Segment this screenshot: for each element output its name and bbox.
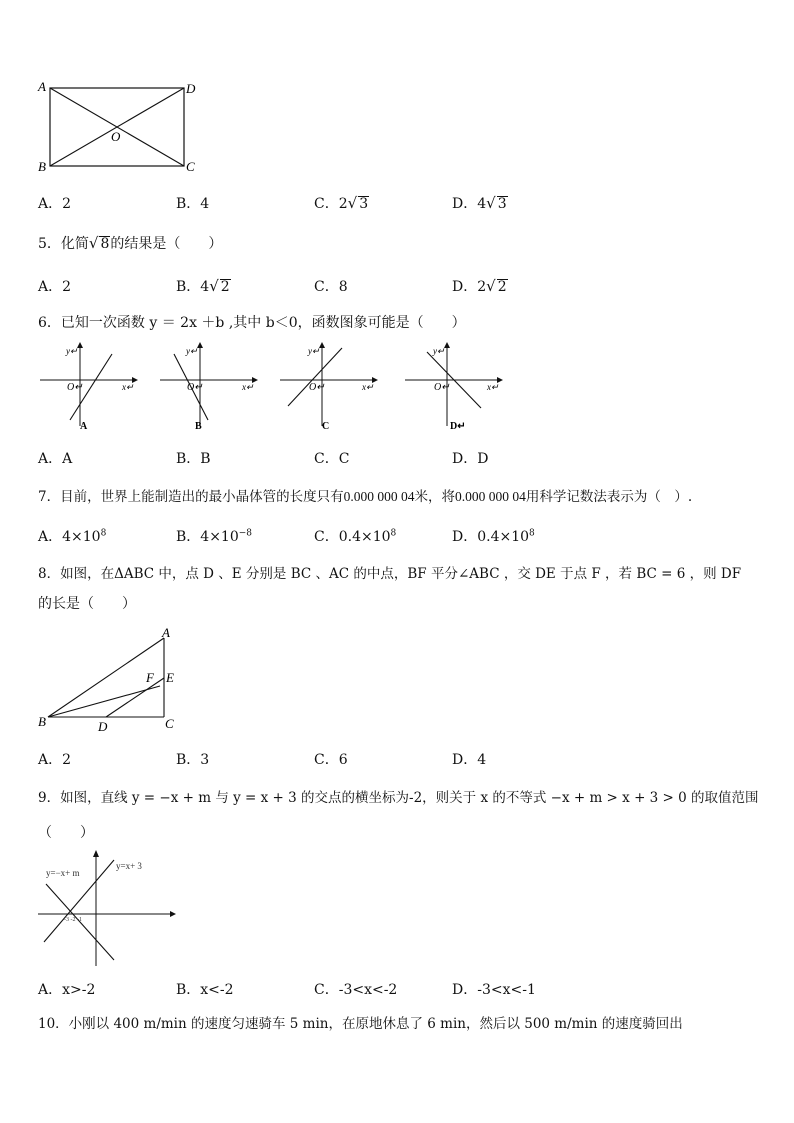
q6-graph-b	[160, 340, 260, 432]
q6-option-a: A．A	[38, 451, 73, 467]
q4-option-a: A．2	[38, 196, 72, 212]
q8-option-b: B．3	[176, 752, 210, 768]
svg-text:O↵: O↵	[434, 382, 450, 393]
svg-text:x↵: x↵	[242, 382, 254, 392]
svg-text:y↵: y↵	[186, 346, 198, 356]
q7-option-c: C．$0.4\times 10^8$	[314, 528, 397, 545]
q5-option-c: C．8	[314, 279, 348, 295]
svg-text:D↵: D↵	[450, 421, 466, 432]
q4-option-d: D．4√ 3	[452, 194, 507, 212]
q9-lines-figure	[34, 848, 184, 968]
q6-option-c: C．C	[314, 451, 350, 467]
q8-triangle-figure	[34, 624, 194, 736]
svg-text:-3 -2 -1: -3 -2 -1	[64, 917, 82, 923]
q4-option-b: B．4	[176, 196, 210, 212]
svg-text:O↵: O↵	[309, 382, 325, 393]
q5-option-d: D．2√ 2	[452, 277, 507, 295]
q8-option-d: D．4	[452, 752, 487, 768]
q10-stem: 10．小刚以 400 m/min 的速度匀速骑车 5 min，在原地休息了 6 min，然后以 500 m/min 的速度骑回出	[38, 1016, 683, 1032]
svg-text:A: A	[162, 625, 170, 640]
q6-option-b: B．B	[176, 451, 211, 467]
q6-stem: 6．已知一次函数 y ＝ 2x ＋b ,其中 b＜0，函数图象可能是（ ）	[38, 315, 466, 331]
q8-option-a: A．2	[38, 752, 72, 768]
q6-graph-c	[280, 340, 380, 432]
svg-text:A: A	[80, 421, 88, 432]
q9-stem-line1: 9．如图，直线 y = −x + m 与 y = x + 3 的交点的横坐标为-2，则关于 x 的不等式 −x + m > x + 3 > 0 的取值范围	[38, 790, 759, 806]
q8-stem-line1: 8．如图，在ΔABC 中，点 D 、E 分别是 BC 、AC 的中点，BF 平分∠ABC ，交 DE 于点 F ，若 BC = 6 ，则 DF	[38, 566, 742, 582]
q7-option-a: A．$4\times 10^8$	[38, 528, 107, 545]
svg-text:O↵: O↵	[67, 382, 83, 393]
svg-text:C: C	[165, 716, 174, 731]
q6-graph-d	[405, 340, 505, 432]
label-o: O	[111, 129, 121, 144]
q9-option-b: B．x<-2	[176, 982, 234, 998]
svg-text:y↵: y↵	[433, 346, 445, 356]
q5-option-b: B．4√ 2	[176, 277, 230, 295]
q6-graph-a	[40, 340, 140, 432]
svg-text:E: E	[166, 670, 174, 685]
svg-text:x↵: x↵	[122, 382, 134, 392]
svg-text:D: D	[98, 719, 108, 734]
svg-text:B: B	[195, 421, 202, 432]
svg-text:F: F	[146, 670, 154, 685]
q9-option-d: D．-3<x<-1	[452, 982, 536, 998]
svg-text:y=x+ 3: y=x+ 3	[116, 861, 142, 871]
q7-stem: 7．目前，世界上能制造出的最小晶体管的长度只有0.000 000 04米，将0.000 000 04用科学记数法表示为（ ）.	[38, 489, 693, 505]
svg-text:B: B	[38, 714, 46, 729]
svg-text:x↵: x↵	[487, 382, 499, 392]
q5-option-a: A．2	[38, 279, 72, 295]
svg-text:y↵: y↵	[66, 346, 78, 356]
svg-text:x↵: x↵	[362, 382, 374, 392]
q6-option-d: D．D	[452, 451, 489, 467]
svg-text:O↵: O↵	[187, 382, 203, 393]
svg-text:C: C	[322, 421, 330, 432]
svg-text:y=−x+ m: y=−x+ m	[46, 868, 80, 878]
q7-option-b: B．$4\times 10^{-8}$	[176, 528, 253, 545]
label-a: A	[38, 79, 46, 94]
q7-option-d: D．$0.4\times 10^8$	[452, 528, 535, 545]
svg-text:y↵: y↵	[308, 346, 320, 356]
q9-option-c: C．-3<x<-2	[314, 982, 398, 998]
q8-option-c: C．6	[314, 752, 348, 768]
label-d: D	[186, 81, 196, 96]
q4-option-c: C．2√ 3	[314, 194, 369, 212]
q9-option-a: A．x>-2	[38, 982, 96, 998]
label-c: C	[186, 159, 195, 174]
q8-stem-line2: 的长是（ ）	[38, 596, 136, 612]
label-b: B	[38, 159, 46, 174]
q9-stem-line2: （ ）	[38, 825, 94, 841]
q5-stem: 5．化简√ 8的结果是（ ）	[38, 234, 223, 252]
rectangle-figure	[30, 78, 210, 176]
